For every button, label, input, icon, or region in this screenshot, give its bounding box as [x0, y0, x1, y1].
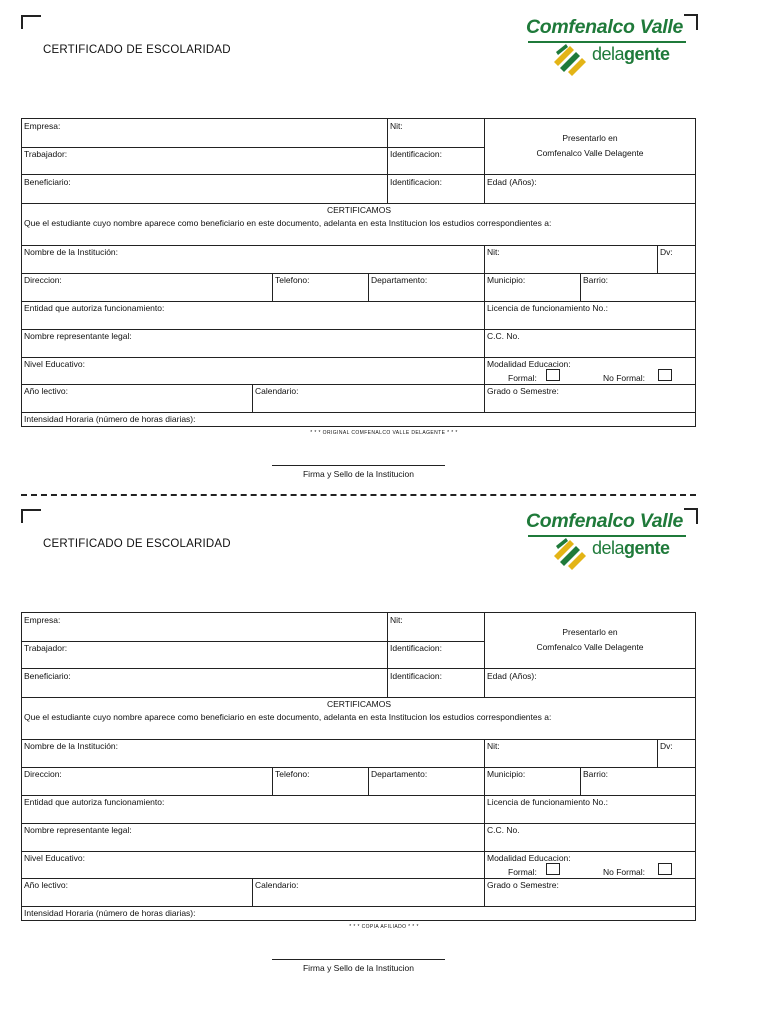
corner-mark-right [684, 508, 698, 524]
barrio-label: Barrio: [583, 275, 609, 285]
signature-line [272, 465, 445, 466]
grado-label: Grado o Semestre: [487, 880, 559, 890]
licencia-label: Licencia de funcionamiento No.: [487, 797, 608, 807]
certificamos-heading: CERTIFICAMOS [326, 205, 392, 215]
certificate-original [0, 0, 768, 494]
identificacion-label: Identificacion: [390, 149, 442, 159]
nombre-institucion-label: Nombre de la Institución: [24, 741, 119, 751]
copy-footnote: * * * ORIGINAL COMFENALCO VALLE DELAGENTE * * * [310, 430, 458, 436]
nit-label: Nit: [390, 615, 403, 625]
representante-label: Nombre representante legal: [24, 331, 132, 341]
logo-leaf-icon [552, 536, 592, 570]
entidad-label: Entidad que autoriza funcionamiento: [24, 797, 165, 807]
dv-label: Dv: [660, 741, 673, 751]
trabajador-label: Trabajador: [24, 643, 68, 653]
copy-footnote: * * * COPIA AFILIADO * * * [349, 924, 419, 930]
formal-checkbox[interactable] [546, 369, 560, 381]
document-title: CERTIFICADO DE ESCOLARIDAD [43, 538, 231, 550]
edad-label: Edad (Años): [487, 671, 537, 681]
beneficiario-label: Beneficiario: [24, 177, 71, 187]
certificamos-heading: CERTIFICAMOS [326, 699, 392, 709]
municipio-label: Municipio: [487, 275, 526, 285]
intensidad-label: Intensidad Horaria (número de horas diarias): [24, 908, 196, 918]
certificate-form [21, 118, 696, 427]
corner-mark [21, 15, 41, 29]
presentar-line2: Comfenalco Valle Delagente [536, 148, 644, 158]
identificacion-beneficiario-label: Identificacion: [390, 671, 442, 681]
direccion-label: Direccion: [24, 769, 62, 779]
certificate-form [21, 612, 696, 921]
nit-institucion-label: Nit: [487, 247, 500, 257]
representante-label: Nombre representante legal: [24, 825, 132, 835]
presentar-line2: Comfenalco Valle Delagente [536, 642, 644, 652]
identificacion-label: Identificacion: [390, 643, 442, 653]
nit-institucion-label: Nit: [487, 741, 500, 751]
telefono-label: Telefono: [275, 769, 310, 779]
modalidad-label: Modalidad Educacion: [487, 359, 571, 369]
logo-sub [592, 538, 670, 559]
municipio-label: Municipio: [487, 769, 526, 779]
logo-sub-suffix: gente [624, 538, 670, 558]
corner-mark [21, 509, 41, 523]
presentar-line1: Presentarlo en [562, 133, 618, 143]
logo-brand: Comfenalco Valle [526, 16, 684, 38]
empresa-label: Empresa: [24, 615, 61, 625]
signature-label: Firma y Sello de la Institucion [302, 963, 415, 973]
nivel-label: Nivel Educativo: [24, 853, 85, 863]
licencia-label: Licencia de funcionamiento No.: [487, 303, 608, 313]
comfenalco-logo [522, 506, 698, 568]
logo-sub-prefix: dela [592, 44, 625, 64]
beneficiario-label: Beneficiario: [24, 671, 71, 681]
ano-lectivo-label: Año lectivo: [24, 880, 68, 890]
formal-checkbox[interactable] [546, 863, 560, 875]
direccion-label: Direccion: [24, 275, 62, 285]
identificacion-beneficiario-label: Identificacion: [390, 177, 442, 187]
logo-brand: Comfenalco Valle [526, 510, 684, 532]
presentar-line1: Presentarlo en [562, 627, 618, 637]
no-formal-checkbox[interactable] [658, 369, 672, 381]
nivel-label: Nivel Educativo: [24, 359, 85, 369]
modalidad-label: Modalidad Educacion: [487, 853, 571, 863]
certificate-copy [0, 494, 768, 988]
edad-label: Edad (Años): [487, 177, 537, 187]
entidad-label: Entidad que autoriza funcionamiento: [24, 303, 165, 313]
barrio-label: Barrio: [583, 769, 609, 779]
dv-label: Dv: [660, 247, 673, 257]
certificamos-text: Que el estudiante cuyo nombre aparece como beneficiario en este documento, adelanta en esta Institucion los estudios correspondientes a: [24, 218, 552, 228]
no-formal-checkbox[interactable] [658, 863, 672, 875]
certificamos-text: Que el estudiante cuyo nombre aparece como beneficiario en este documento, adelanta en esta Institucion los estudios correspondientes a: [24, 712, 552, 722]
calendario-label: Calendario: [255, 880, 299, 890]
logo-sub [592, 44, 670, 65]
nit-label: Nit: [390, 121, 403, 131]
cc-label: C.C. No. [487, 331, 520, 341]
empresa-label: Empresa: [24, 121, 61, 131]
signature-line [272, 959, 445, 960]
logo-sub-prefix: dela [592, 538, 625, 558]
formal-label: Formal: [508, 373, 537, 383]
departamento-label: Departamento: [371, 769, 428, 779]
logo-leaf-icon [552, 42, 592, 76]
logo-sub-suffix: gente [624, 44, 670, 64]
document-title: CERTIFICADO DE ESCOLARIDAD [43, 44, 231, 56]
telefono-label: Telefono: [275, 275, 310, 285]
signature-label: Firma y Sello de la Institucion [302, 469, 415, 479]
trabajador-label: Trabajador: [24, 149, 68, 159]
corner-mark-right [684, 14, 698, 30]
no-formal-label: No Formal: [603, 373, 646, 383]
cc-label: C.C. No. [487, 825, 520, 835]
grado-label: Grado o Semestre: [487, 386, 559, 396]
no-formal-label: No Formal: [603, 867, 646, 877]
formal-label: Formal: [508, 867, 537, 877]
intensidad-label: Intensidad Horaria (número de horas diarias): [24, 414, 196, 424]
nombre-institucion-label: Nombre de la Institución: [24, 247, 119, 257]
ano-lectivo-label: Año lectivo: [24, 386, 68, 396]
departamento-label: Departamento: [371, 275, 428, 285]
calendario-label: Calendario: [255, 386, 299, 396]
comfenalco-logo [522, 12, 698, 74]
